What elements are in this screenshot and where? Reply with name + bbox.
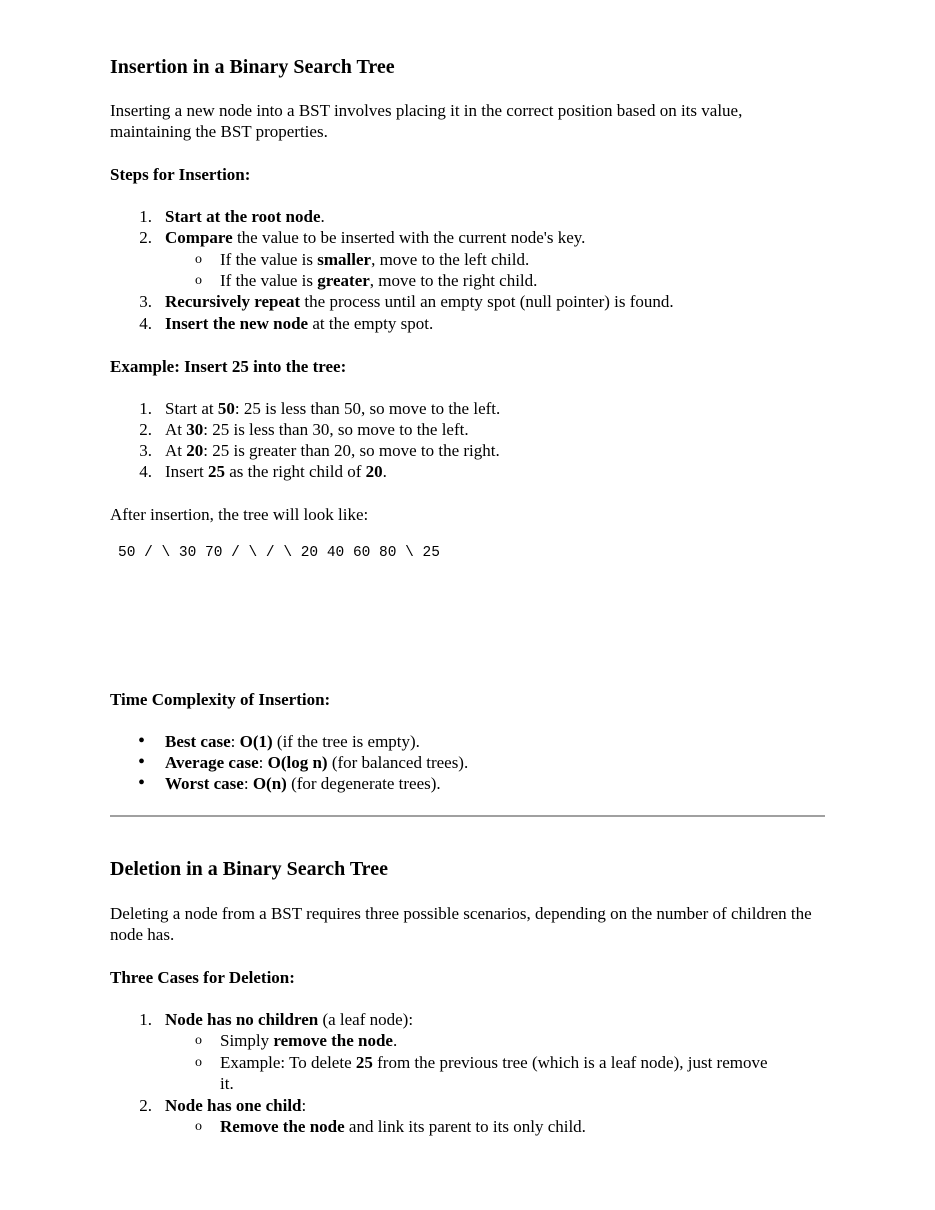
cases-heading: Three Cases for Deletion:	[110, 968, 295, 987]
example-heading: Example: Insert 25 into the tree:	[110, 357, 347, 376]
after-insertion-text: After insertion, the tree will look like:	[110, 505, 369, 524]
insertion-intro: Inserting a new node into a BST involves placing it in the correct position based on its value, maintaining the BST properties.	[110, 101, 743, 141]
tree-diagram: 50 / \ 30 70 / \ / \ 20 40 60 80 \ 25	[118, 545, 440, 561]
steps-heading: Steps for Insertion:	[110, 165, 251, 184]
complexity-heading: Time Complexity of Insertion:	[110, 690, 331, 709]
deletion-heading: Deletion in a Binary Search Tree	[110, 858, 388, 880]
deletion-intro: Deleting a node from a BST requires three possible scenarios, depending on the number of children the node has.	[110, 904, 812, 944]
section-divider	[110, 815, 825, 817]
insertion-heading: Insertion in a Binary Search Tree	[110, 56, 395, 78]
